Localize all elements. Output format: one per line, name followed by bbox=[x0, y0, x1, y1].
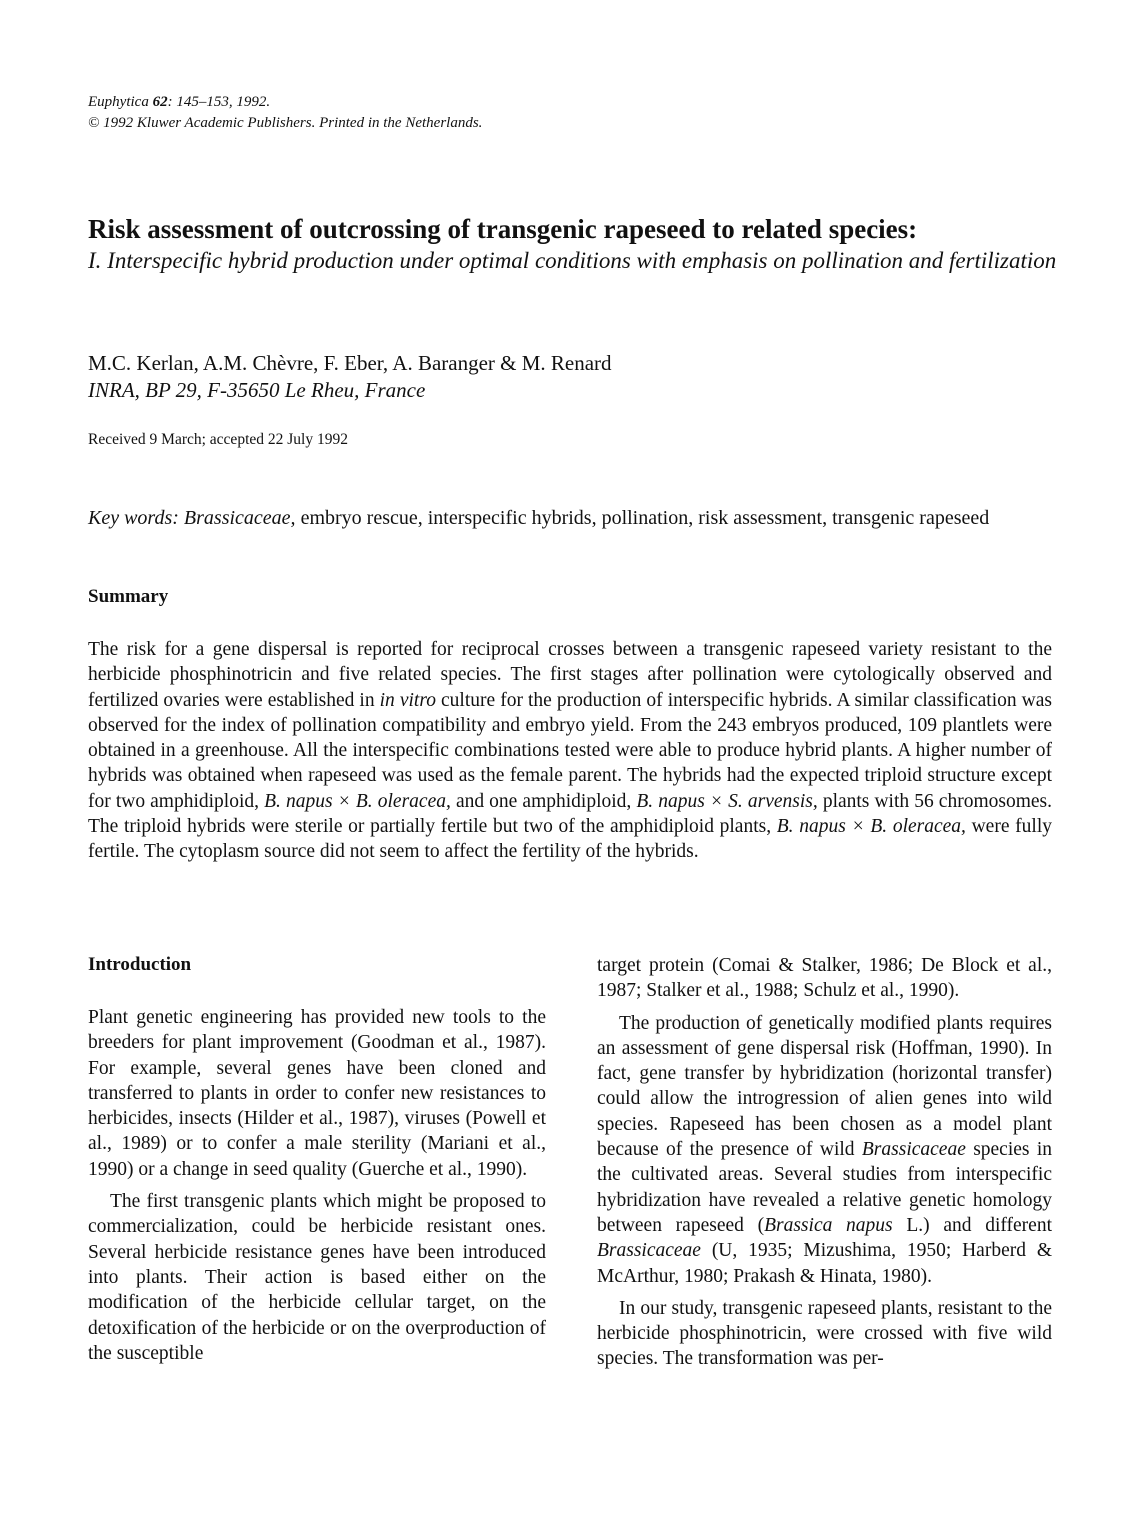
intro-p3-a: The production of genetically modified plants requires an assessment of gene dispersal risk (Hoffman, 1990). In fact, gene transfer by hybridization (horizontal transfer) could allow the introgression of alien genes into wild species. Rapeseed has been chosen as a model plant because of the presence of wild bbox=[597, 1012, 1052, 1161]
summary-s3: and one amphidiploid, bbox=[450, 790, 637, 812]
intro-paragraph-2: The first transgenic plants which might be proposed to commercialization, could be herbicide resistant ones. Several herbicide resistance genes have been introduced into plants. Their action is based either on the modification of the herbicide cellular target, on the detoxification of the herbicide or on the overproduction of the susceptible bbox=[88, 1191, 546, 1364]
intro-paragraph-1: Plant genetic engineering has provided new tools to the breeders for plant improvement (Goodman et al., 1987). For example, several genes have been cloned and transferred to plants in order to confer new resistances to herbicides, insects (Hilder et al., 1987), viruses (Powell et al., 1989) or to confer a male sterility (Mariani et al., 1990) or a change in seed quality (Guerche et al., 1990). bbox=[88, 1007, 546, 1180]
article-title: Risk assessment of outcrossing of transgenic rapeseed to related species: bbox=[88, 214, 918, 244]
intro-p3-c: L.) and different bbox=[892, 1214, 1052, 1236]
journal-name: Euphytica bbox=[88, 94, 149, 110]
intro-p3-b: species in the cultivated areas. Several studies from interspecific hybridization have revealed a relative genetic homology between rapeseed ( bbox=[597, 1139, 1053, 1236]
article-authors: M.C. Kerlan, A.M. Chèvre, F. Eber, A. Baranger & M. Renard bbox=[88, 351, 612, 375]
summary-text bbox=[88, 637, 1052, 865]
journal-copyright: © 1992 Kluwer Academic Publishers. Printed in the Netherlands. bbox=[88, 115, 483, 131]
body-column-left bbox=[88, 1005, 546, 1373]
summary-s5: were fully fertile. The cytoplasm source did not seem to affect the fertility of the hybrids. bbox=[88, 816, 1053, 863]
intro-p3-family-1: Brassicaceae bbox=[861, 1139, 966, 1161]
journal-citation bbox=[88, 92, 482, 113]
keywords-family: Brassicaceae, bbox=[183, 507, 296, 529]
summary-cross-2: B. napus × S. arvensis, bbox=[636, 790, 818, 812]
summary-cross-1: B. napus × B. oleracea, bbox=[264, 790, 451, 812]
summary-heading: Summary bbox=[88, 586, 169, 607]
journal-header bbox=[88, 92, 482, 134]
intro-p3-family-2: Brassicaceae bbox=[597, 1240, 701, 1262]
intro-paragraph-4: In our study, transgenic rapeseed plants, resistant to the herbicide phosphinotricin, were crossed with five wild species. The transformation was per- bbox=[597, 1297, 1052, 1370]
article-affiliation: INRA, BP 29, F-35650 Le Rheu, France bbox=[88, 378, 426, 402]
summary-s1: The risk for a gene dispersal is reported for reciprocal crosses between a transgenic rapeseed variety resistant to the herbicide phosphinotricin and five related species. The first stages after pollination were cytologically observed and fertilized ovaries were established in bbox=[88, 639, 1052, 711]
journal-volume: 62 bbox=[152, 94, 168, 110]
article-received-date: Received 9 March; accepted 22 July 1992 bbox=[88, 431, 348, 448]
keywords bbox=[88, 505, 1052, 531]
introduction-heading: Introduction bbox=[88, 954, 192, 975]
summary-in-vitro: in vitro bbox=[379, 689, 436, 711]
summary-s2: culture for the production of interspecific hybrids. A similar classification was observed for the index of pollination compatibility and embryo yield. From the 243 embryos produced, 109 plantlets were obtained in a greenhouse. All the interspecific combinations tested were able to produce hybrid plants. A higher number of hybrids was obtained when rapeseed was used as the female parent. The hybrids had the expected triploid structure except for two amphidiploid, bbox=[88, 689, 1052, 812]
intro-paragraph-3 bbox=[597, 1011, 1052, 1289]
intro-p3-d: (U, 1935; Mizushima, 1950; Harberd & McArthur, 1980; Prakash & Hinata, 1980). bbox=[597, 1240, 1052, 1287]
article-subtitle: I. Interspecific hybrid production under optimal conditions with emphasis on pollination and fertilization bbox=[88, 248, 1057, 273]
body-column-right bbox=[597, 953, 1052, 1379]
intro-p3-species: Brassica napus bbox=[764, 1214, 893, 1236]
keywords-label: Key words: bbox=[88, 507, 179, 529]
summary-s4: plants with 56 chromosomes. The triploid hybrids were sterile or partially fertile but two of the amphidiploid plants, bbox=[88, 790, 1052, 838]
keywords-list: embryo rescue, interspecific hybrids, pollination, risk assessment, transgenic rapeseed bbox=[295, 507, 990, 529]
summary-cross-3: B. napus × B. oleracea, bbox=[776, 816, 966, 838]
intro-paragraph-2-continued: target protein (Comai & Stalker, 1986; De Block et al., 1987; Stalker et al., 1988; Schulz et al., 1990). bbox=[597, 955, 1052, 1002]
journal-pages-year: : 145–153, 1992. bbox=[167, 94, 271, 110]
